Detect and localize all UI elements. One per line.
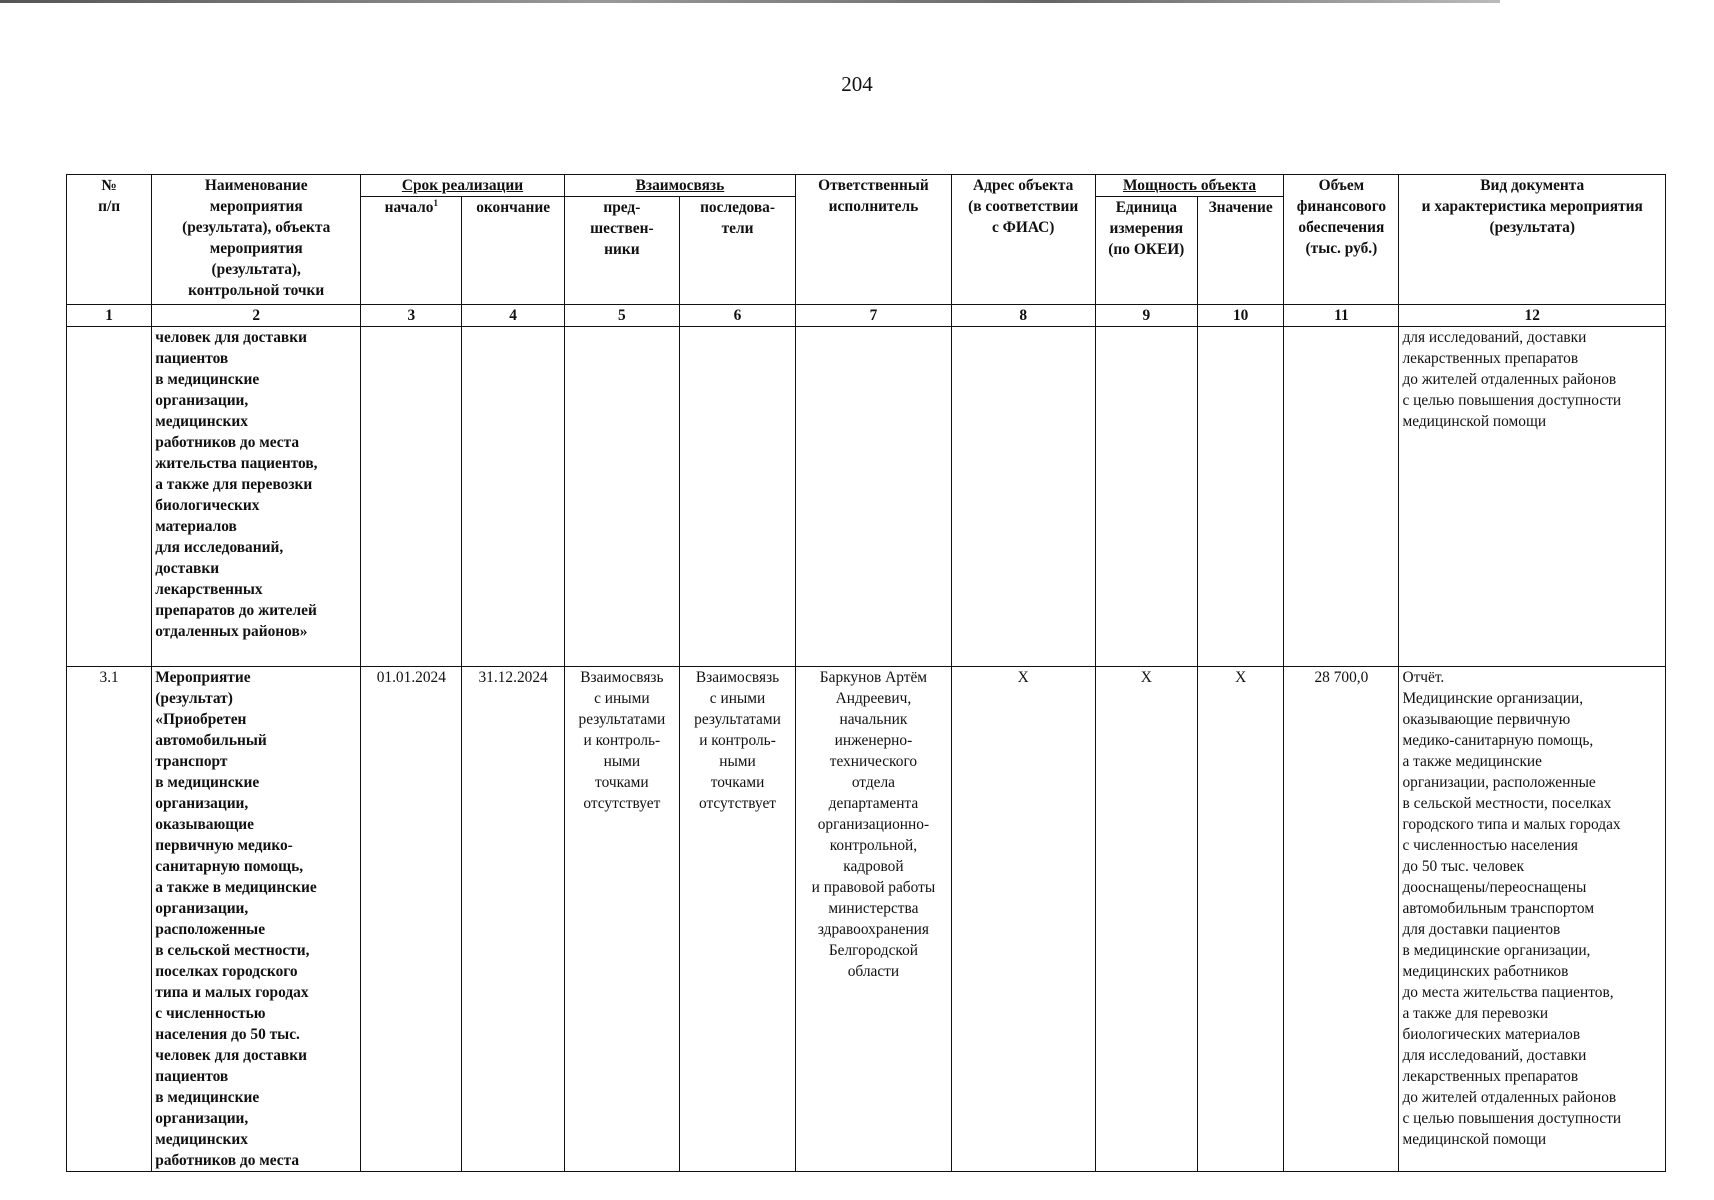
table-row (67, 667, 1666, 1172)
cell-value (1197, 327, 1283, 667)
cell-start (361, 327, 462, 667)
scan-edge-line (0, 0, 1500, 3)
cell-name: человек для доставки пациентов в медицинские организации, медицинских работников до места жительства пациентов, а также для перевозки биологических материалов для исследований, доставки лекарственных препаратов до жителей отдаленных районов» (152, 327, 361, 667)
cell-unit: X (1095, 667, 1197, 1172)
header-start-label: начало (384, 199, 434, 216)
cell-unit (1095, 327, 1197, 667)
cell-successors (679, 327, 795, 667)
header-address: Адрес объекта (в соответствии с ФИАС) (951, 175, 1095, 305)
header-group-moshch (1095, 175, 1284, 197)
cell-responsible: Баркунов Артём Андреевич, начальник инженерно- технического отдела департамента организационно- контрольной, кадровой и правовой работы министерства здравоохранения Белгородской области (796, 667, 952, 1172)
cell-finance (1284, 327, 1399, 667)
column-number: 5 (564, 305, 679, 327)
header-predecessors: пред- шествен- ники (564, 197, 679, 305)
table-row (67, 327, 1666, 667)
cell-end: 31.12.2024 (462, 667, 564, 1172)
cell-finance: 28 700,0 (1284, 667, 1399, 1172)
header-group-vzaim (564, 175, 795, 197)
cell-address (951, 327, 1095, 667)
header-start (361, 197, 462, 305)
column-number: 1 (67, 305, 152, 327)
header-group-srok-label: Срок реализации (401, 177, 524, 194)
column-number: 9 (1095, 305, 1197, 327)
column-number: 6 (679, 305, 795, 327)
column-number: 3 (361, 305, 462, 327)
cell-predecessors: Взаимосвязь с иными результатами и контроль- ными точками отсутствует (564, 667, 679, 1172)
cell-responsible (796, 327, 952, 667)
header-name: Наименование мероприятия (результата), объекта мероприятия (результата), контрольной точки (152, 175, 361, 305)
column-number: 12 (1399, 305, 1666, 327)
cell-doc: Отчёт. Медицинские организации, оказывающие первичную медико-санитарную помощь, а также медицинские организации, расположенные в сельской местности, поселках городского типа и малых городах с численностью населения до 50 тыс. человек дооснащены/переоснащены автомобильным транспортом для доставки пациентов в медицинские организации, медицинских работников до места жительства пациентов, а также для перевозки биологических материалов для исследований, доставки лекарственных препаратов до жителей отдаленных районов с целью повышения доступности медицинской помощи (1399, 667, 1666, 1172)
cell-name: Мероприятие (результат) «Приобретен автомобильный транспорт в медицинские организации, оказывающие первичную медико- санитарную помощь, а также в медицинские организации, расположенные в сельской местности, поселках городского типа и малых городах с численностью населения до 50 тыс. человек для доставки пациентов в медицинские организации, медицинских работников до места (152, 667, 361, 1172)
column-number: 4 (462, 305, 564, 327)
column-number: 2 (152, 305, 361, 327)
cell-end (462, 327, 564, 667)
cell-value: X (1197, 667, 1283, 1172)
header-value: Значение (1197, 197, 1283, 305)
cell-predecessors (564, 327, 679, 667)
header-group-vzaim-label: Взаимосвязь (635, 177, 725, 194)
cell-address: X (951, 667, 1095, 1172)
cell-num: 3.1 (67, 667, 152, 1172)
column-number: 7 (796, 305, 952, 327)
header-num: № п/п (67, 175, 152, 305)
header-group-srok (361, 175, 565, 197)
header-finance: Объем финансового обеспечения (тыс. руб.) (1284, 175, 1399, 305)
column-number-row (67, 305, 1666, 327)
cell-successors: Взаимосвязь с иными результатами и контроль- ными точками отсутствует (679, 667, 795, 1172)
header-responsible: Ответственный исполнитель (796, 175, 952, 305)
cell-num (67, 327, 152, 667)
header-successors: последова- тели (679, 197, 795, 305)
header-row-1 (67, 175, 1666, 197)
header-doc: Вид документа и характеристика мероприятия (результата) (1399, 175, 1666, 305)
column-number: 8 (951, 305, 1095, 327)
column-number: 10 (1197, 305, 1283, 327)
header-group-moshch-label: Мощность объекта (1122, 177, 1257, 194)
cell-doc: для исследований, доставки лекарственных препаратов до жителей отдаленных районов с целью повышения доступности медицинской помощи (1399, 327, 1666, 667)
page-number: 204 (841, 72, 873, 96)
activity-plan-table (66, 174, 1666, 1172)
footnote-marker: 1 (433, 197, 438, 208)
cell-start: 01.01.2024 (361, 667, 462, 1172)
header-end: окончание (462, 197, 564, 305)
column-number: 11 (1284, 305, 1399, 327)
header-unit: Единица измерения (по ОКЕИ) (1095, 197, 1197, 305)
